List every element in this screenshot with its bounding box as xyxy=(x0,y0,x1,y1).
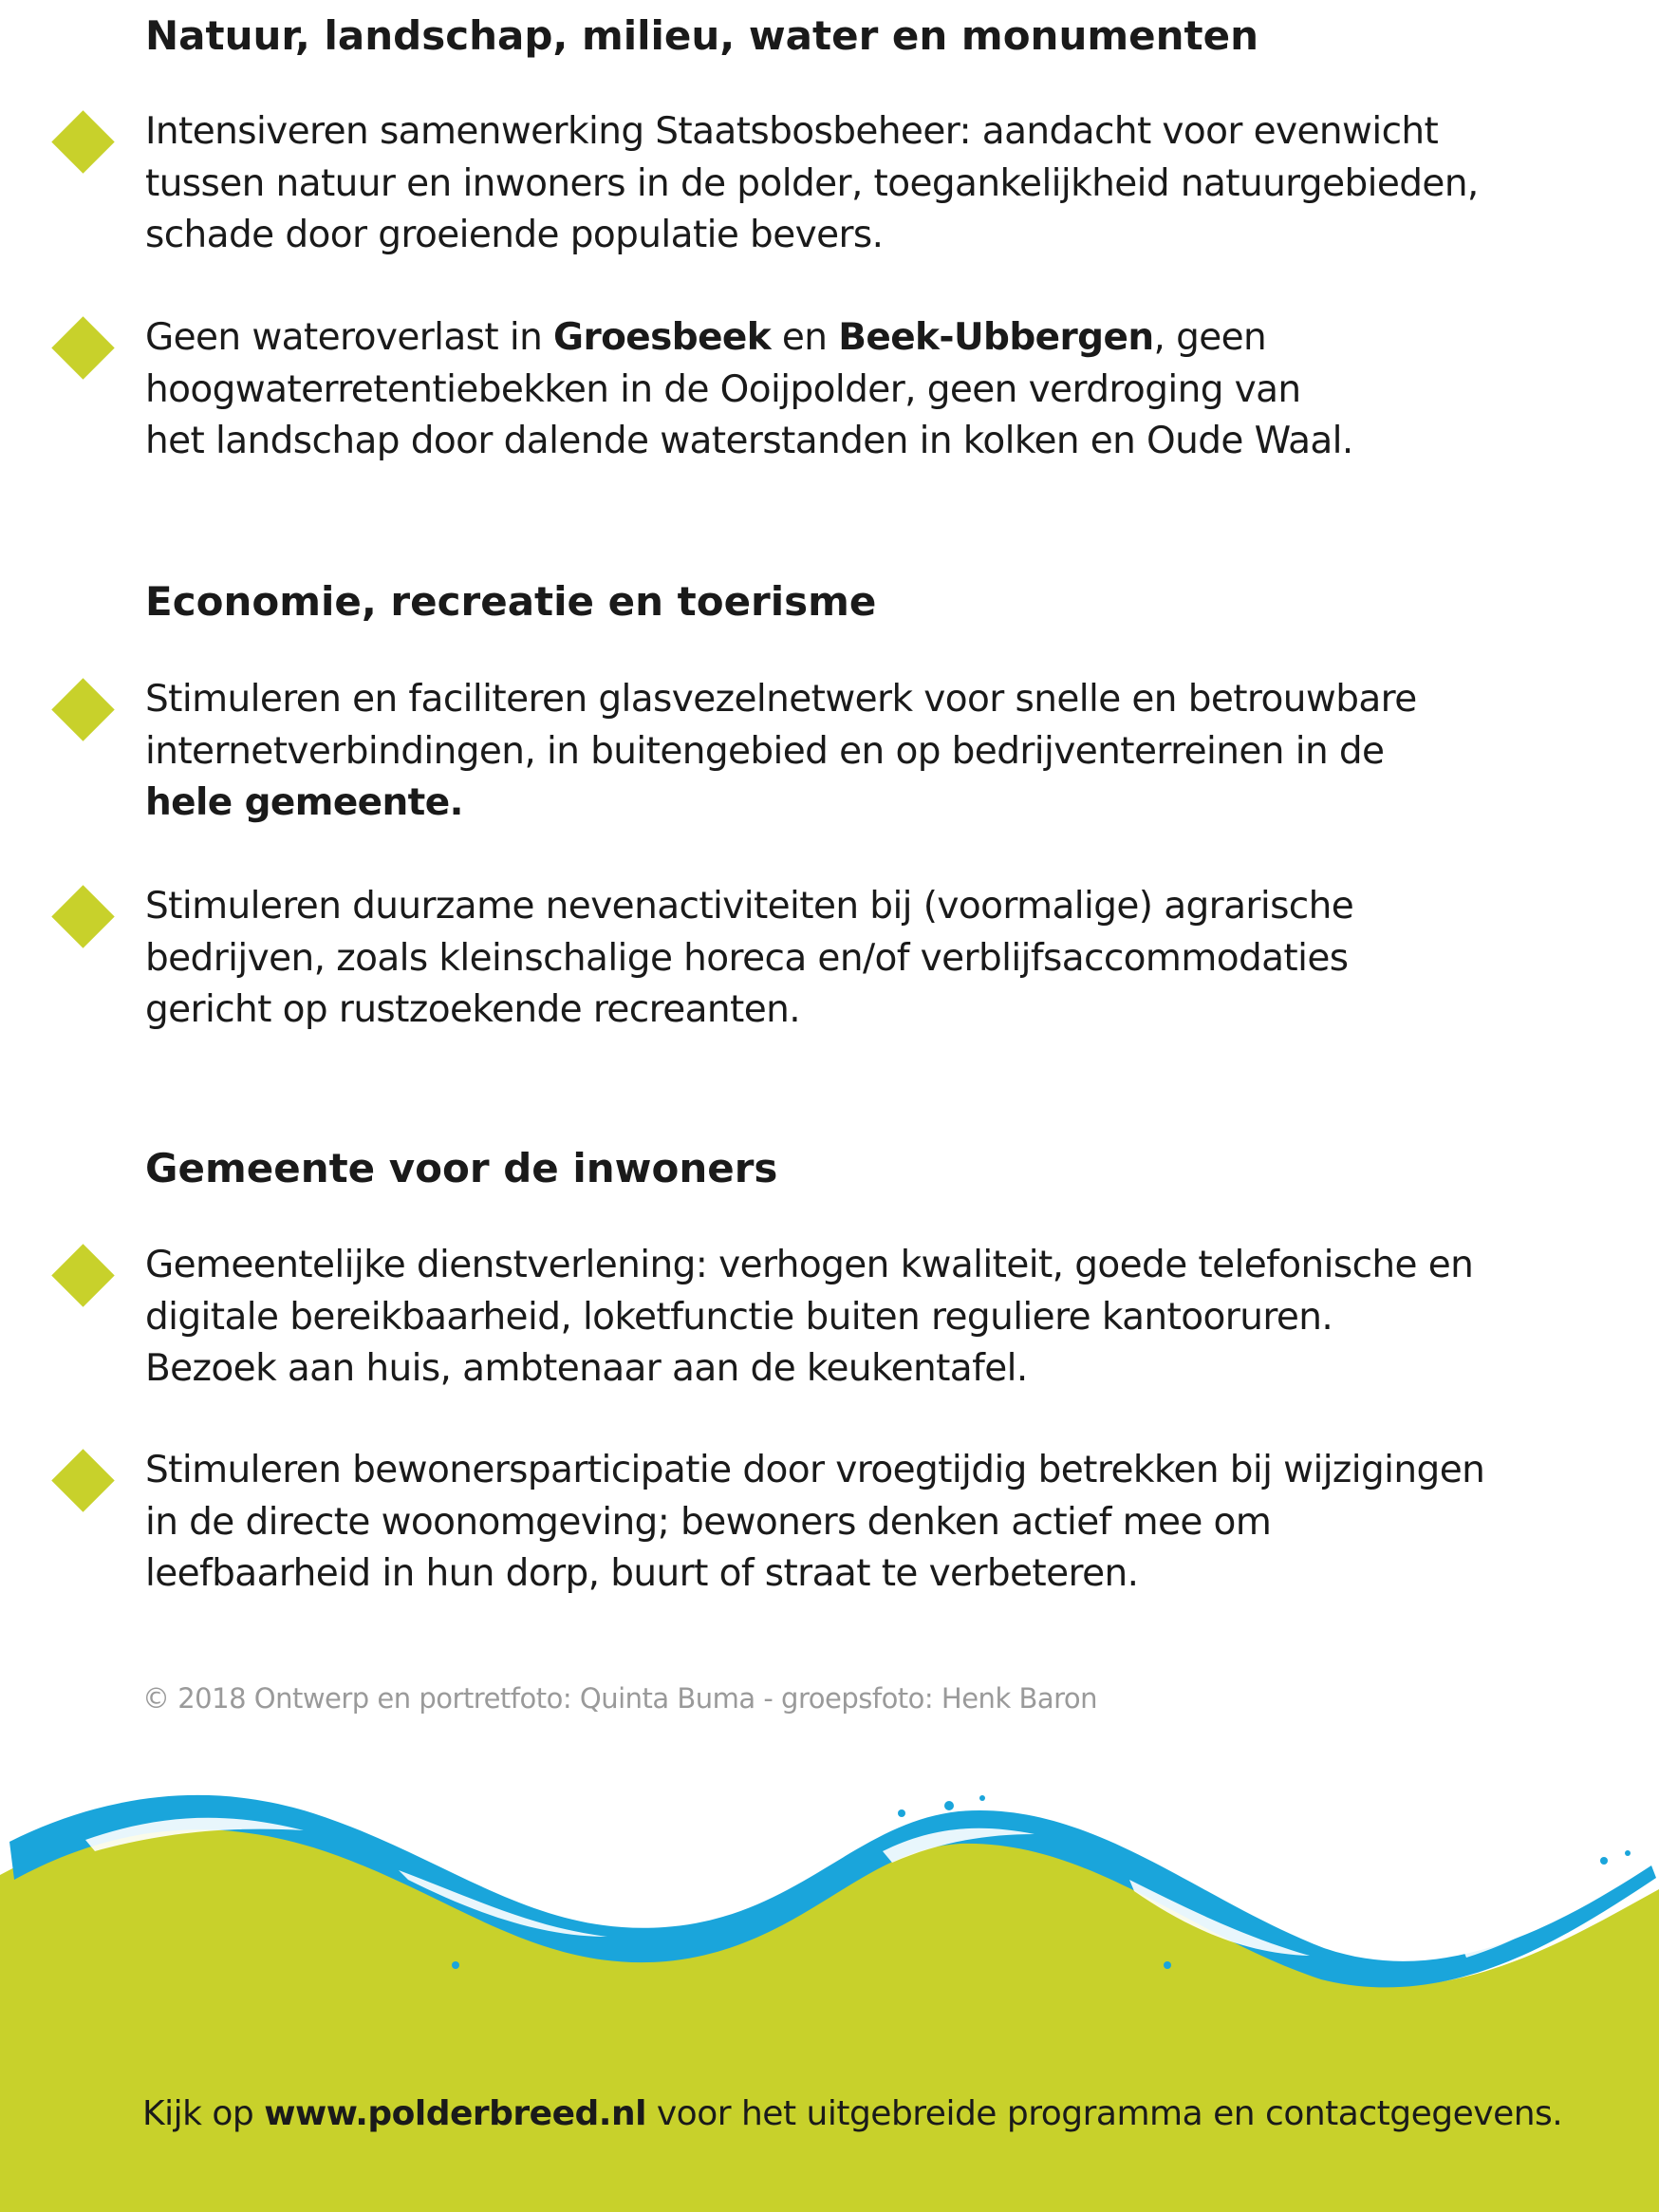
diamond-bullet-icon xyxy=(51,1244,114,1306)
bullet-text: Stimuleren en faciliteren glasvezelnetwerk voor snelle en betrouwbare internetverbindingen, in buitengebied en op bedrijventerreinen in de hele gemeente. xyxy=(145,678,1417,824)
bullet-text: Gemeentelijke dienstverlening: verhogen kwaliteit, goede telefonische en digitale bereikbaarheid, loketfunctie buiten reguliere kantooruren. Bezoek aan huis, ambtenaar aan de keukentafel. xyxy=(145,1244,1474,1390)
section-heading-economie: Economie, recreatie en toerisme xyxy=(145,578,877,625)
water-splash-dot xyxy=(944,1801,954,1810)
water-splash-dot xyxy=(1164,1961,1171,1969)
bullet-text: Stimuleren bewonersparticipatie door vroegtijdig betrekken bij wijzigingen in de directe woonomgeving; bewoners denken actief mee om leefbaarheid in hun dorp, buurt of straat te verbeteren. xyxy=(145,1449,1485,1595)
place-beek-ubbergen: Beek-Ubbergen xyxy=(838,316,1154,359)
bullet-text: Geen wateroverlast in Groesbeek en Beek-Ubbergen, geen hoogwaterretentiebekken in de Ooijpolder, geen verdroging van het landschap door dalende waterstanden in kolken en Oude Waal. xyxy=(145,316,1353,462)
diamond-bullet-icon xyxy=(51,885,114,947)
wave-footer-graphic xyxy=(0,1785,1659,2212)
diamond-bullet-icon xyxy=(51,1449,114,1511)
website-link[interactable]: www.polderbreed.nl xyxy=(264,2094,646,2133)
section-heading-gemeente: Gemeente voor de inwoners xyxy=(145,1145,778,1191)
water-splash-dot xyxy=(1600,1857,1608,1865)
place-groesbeek: Groesbeek xyxy=(553,316,772,359)
diamond-bullet-icon xyxy=(51,316,114,379)
bullet-text: Intensiveren samenwerking Staatsbosbeheer: aandacht voor evenwicht tussen natuur en inwoners in de polder, toegankelijkheid natuurgebieden, schade door groeiende populatie bevers. xyxy=(145,110,1479,256)
water-splash-dot xyxy=(452,1961,459,1969)
diamond-bullet-icon xyxy=(51,678,114,740)
bullet-text: Stimuleren duurzame nevenactiviteiten bij (voormalige) agrarische bedrijven, zoals kleinschalige horeca en/of verblijfsaccommodaties gericht op rustzoekende recreanten. xyxy=(145,885,1354,1031)
water-splash-dot xyxy=(1625,1850,1631,1856)
section-heading-natuur: Natuur, landschap, milieu, water en monumenten xyxy=(145,12,1258,59)
photo-credit: © 2018 Ontwerp en portretfoto: Quinta Buma - groepsfoto: Henk Baron xyxy=(142,1682,1098,1715)
water-splash-dot xyxy=(898,1809,905,1817)
diamond-bullet-icon xyxy=(51,110,114,173)
water-splash-dot xyxy=(979,1795,985,1801)
footer-text: Kijk op www.polderbreed.nl voor het uitgebreide programma en contactgegevens. xyxy=(142,2094,1563,2133)
